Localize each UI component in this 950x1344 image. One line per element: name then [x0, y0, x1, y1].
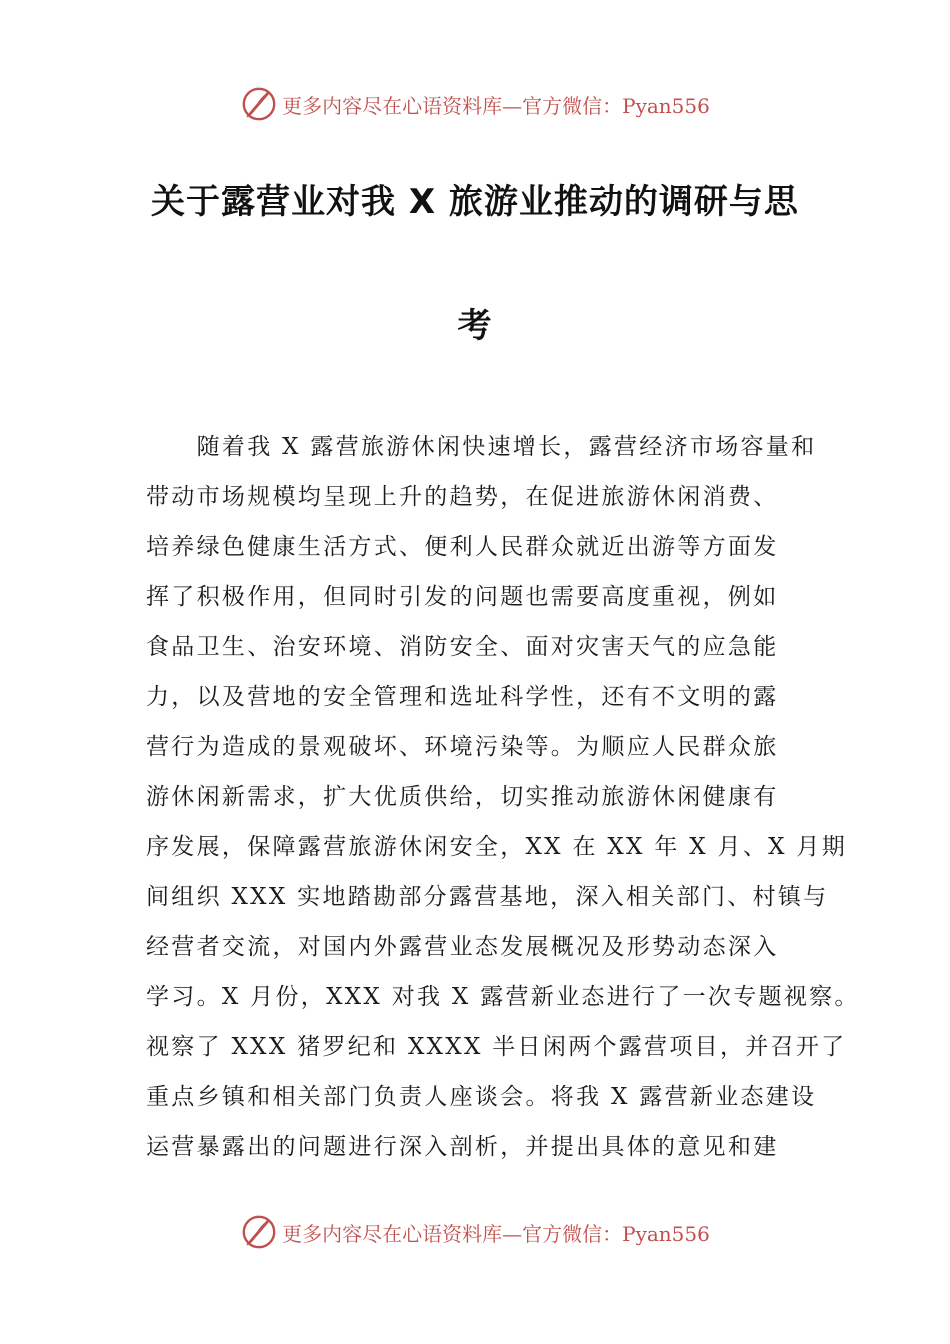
body-line: 挥了积极作用，但同时引发的问题也需要高度重视，例如	[146, 584, 779, 610]
body-line: 带动市场规模均呈现上升的趋势，在促进旅游休闲消费、	[146, 484, 779, 510]
header-banner	[0, 82, 950, 126]
body-line: 食品卫生、治安环境、消防安全、面对灾害天气的应急能	[146, 634, 779, 660]
body-line: 游休闲新需求，扩大优质供给，切实推动旅游休闲健康有	[146, 784, 779, 810]
body-line: 间组织 XXX 实地踏勘部分露营基地，深入相关部门、村镇与	[146, 884, 829, 910]
body-line: 经营者交流，对国内外露营业态发展概况及形势动态深入	[146, 934, 779, 960]
body-line: 重点乡镇和相关部门负责人座谈会。将我 X 露营新业态建设	[146, 1084, 817, 1110]
banner-text: 更多内容尽在心语资料库—官方微信：Pyan556	[282, 93, 710, 118]
banner-text: 更多内容尽在心语资料库—官方微信：Pyan556	[282, 1221, 710, 1246]
quill-logo-icon	[240, 85, 278, 123]
body-line: 培养绿色健康生活方式、便利人民群众就近出游等方面发	[146, 534, 779, 560]
body-line: 序发展，保障露营旅游休闲安全，XX 在 XX 年 X 月、X 月期	[146, 834, 848, 860]
footer-banner	[0, 1210, 950, 1254]
document-title-line-2: 考	[457, 306, 493, 346]
body-line: 力，以及营地的安全管理和选址科学性，还有不文明的露	[146, 684, 779, 710]
body-line: 学习。X 月份，XXX 对我 X 露营新业态进行了一次专题视察。	[146, 984, 860, 1010]
document-title-line-1: 关于露营业对我 X 旅游业推动的调研与思	[151, 182, 799, 222]
body-line: 运营暴露出的问题进行深入剖析，并提出具体的意见和建	[146, 1134, 779, 1160]
body-line: 视察了 XXX 猪罗纪和 XXXX 半日闲两个露营项目，并召开了	[146, 1034, 847, 1060]
body-line: 营行为造成的景观破坏、环境污染等。为顺应人民群众旅	[146, 734, 779, 760]
body-line: 随着我 X 露营旅游休闲快速增长，露营经济市场容量和	[146, 434, 817, 460]
quill-logo-icon	[240, 1213, 278, 1251]
body-paragraph	[146, 422, 860, 1172]
